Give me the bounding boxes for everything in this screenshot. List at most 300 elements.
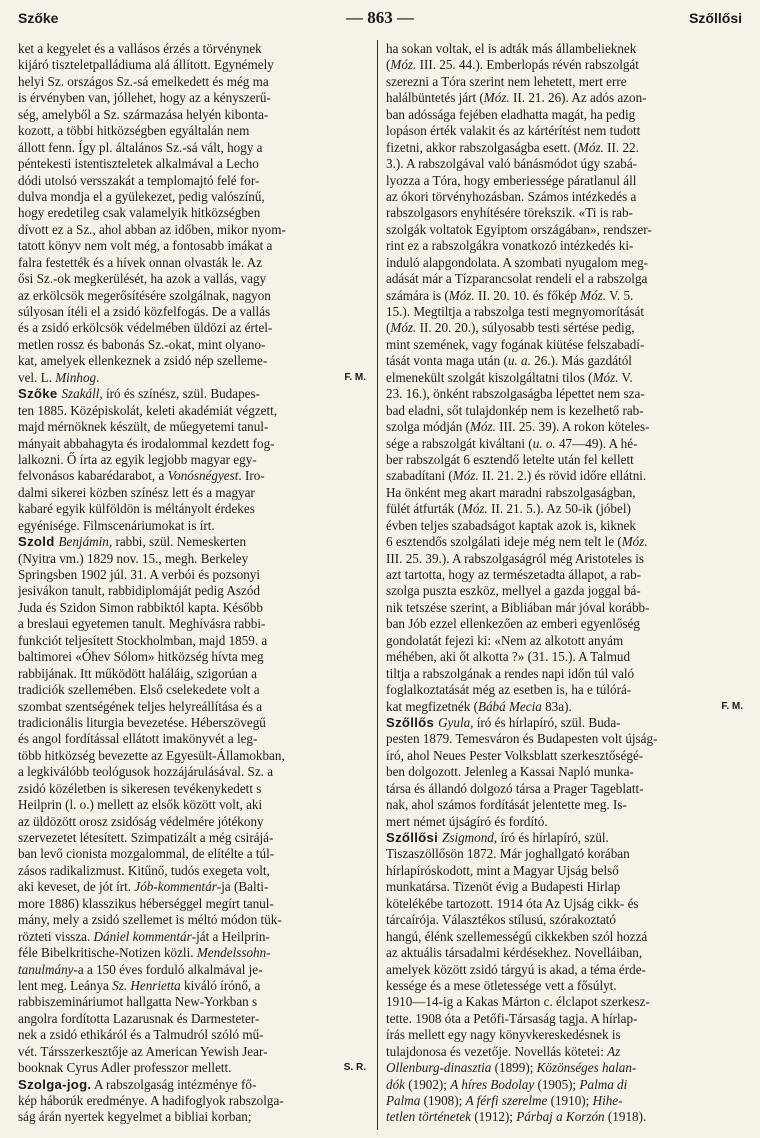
text-run: szerezni a Tóra szerint nem lehetett, mert erre — [386, 73, 627, 89]
text-line — [18, 238, 368, 254]
text-run: kat megfizetnék ( — [386, 698, 478, 714]
text-run: 47—49). A hé- — [555, 435, 638, 451]
text-run: tiltja a rabszolgának a rendes napi időn túl való — [386, 665, 635, 681]
text-line — [386, 189, 745, 205]
text-line — [18, 189, 368, 205]
text-line — [18, 156, 368, 172]
text-line — [386, 353, 745, 369]
text-run: nik tetszése szerint, a Bibliában már jóval korább- — [386, 599, 650, 615]
text-line — [18, 1093, 368, 1109]
text-run: falra festették és a hívek onnan olvasták le. Az — [18, 254, 263, 270]
text-line — [386, 337, 745, 353]
text-run: szolga módján ( — [386, 419, 470, 435]
text-run: szombat szentségének teljes helyreállítása és a — [18, 698, 263, 714]
text-line — [386, 271, 745, 287]
text-line — [18, 994, 368, 1010]
text-run: Gyula, — [438, 714, 474, 730]
text-run: tetlen történetek — [386, 1109, 472, 1125]
text-line — [18, 600, 368, 616]
text-line — [386, 797, 745, 813]
text-line — [18, 1060, 368, 1076]
text-run: Közönséges halan- — [536, 1060, 637, 1076]
text-line — [18, 797, 368, 813]
text-line — [386, 551, 745, 567]
text-run: Sz. Henrietta — [112, 977, 181, 993]
text-run: mint szemének, vagy fogának kiütése felszabadí- — [386, 336, 645, 352]
text-line — [18, 962, 368, 978]
text-line — [18, 1109, 368, 1125]
text-run: egyénisége. Filmscenáriumokat is írt. — [18, 517, 215, 533]
text-run: u. o. — [532, 435, 556, 451]
text-run: metlen rossz és babonás Sz.-okat, mint olyano- — [18, 336, 266, 352]
text-run: II. 20. 10. és főkép — [474, 287, 581, 303]
text-run: szolgák voltatok Egyiptom országában», rendszer- — [386, 221, 652, 237]
text-run: 6 esztendős szolgálati ideje még nem telt le ( — [386, 534, 622, 550]
entry-headword: Szold — [18, 534, 59, 550]
text-run: halálbüntetés járt ( — [386, 90, 484, 106]
text-run: számára is ( — [386, 287, 449, 303]
entry-headword: Szőke — [18, 386, 62, 402]
header-left-word: Szőke — [18, 10, 59, 26]
text-line — [18, 781, 368, 797]
text-run: (Nyitra vm.) 1829 nov. 15., megh. Berkeley — [18, 550, 249, 566]
text-line — [386, 173, 745, 189]
text-line — [18, 879, 368, 895]
text-line — [386, 1044, 745, 1060]
text-run: III. 25. 39.). A rabszolgaságról még Aristoteles is — [386, 550, 645, 566]
text-run: Bábá Mecia — [477, 698, 542, 714]
text-run: lyozza a Tóra, hogy emberiessége páratlanul áll — [386, 172, 637, 188]
text-line — [18, 419, 368, 435]
text-line — [18, 1027, 368, 1043]
text-line — [18, 978, 368, 994]
text-run: Jób-kommentár — [134, 879, 217, 895]
text-line — [386, 994, 745, 1010]
text-run: írás mellett egy nagy könyvkereskedésnek is — [386, 1027, 621, 1043]
text-line — [386, 731, 745, 747]
text-line — [18, 929, 368, 945]
text-run: rabszolgasors enyhítésére törekszik. «Ti is rab- — [386, 205, 633, 221]
text-run: az erkölcsök megerősítésére szolgálnak, nagyon — [18, 287, 271, 303]
text-line — [18, 255, 368, 271]
text-run: azt tartotta, hogy az természetadta állapot, a rab- — [386, 567, 642, 582]
left-column — [18, 41, 368, 1126]
text-line — [386, 863, 745, 879]
text-line — [386, 896, 745, 912]
text-run: zásos radikalizmust. Kitűnő, tudós exegeta volt, — [18, 862, 270, 878]
text-run: foglalkoztatását még az esetben is, ha e túlórá- — [386, 682, 632, 698]
text-line — [18, 846, 368, 862]
text-line — [386, 370, 745, 386]
text-run: (1912); — [471, 1109, 517, 1125]
entry-headword: Szőllős — [386, 714, 439, 730]
text-run: vel. L. — [18, 369, 56, 385]
text-run: kabaré egyik külföldön is méltányolt érdekes — [18, 501, 255, 517]
text-run: angolra fordította Lazarusnak és Darmesteter- — [18, 1010, 260, 1026]
text-run: Móz. — [452, 468, 479, 484]
text-line — [18, 764, 368, 780]
author-signature: F. M. — [344, 371, 366, 383]
column-divider — [377, 40, 378, 1130]
text-line — [386, 1027, 745, 1043]
text-run: állott fenn. Így pl. általános Sz.-sá vált, hogy a — [18, 139, 263, 155]
text-line — [386, 419, 745, 435]
text-run: zsidó közéletben is sikeresen tevékenykedett s — [18, 780, 262, 796]
text-run: gondolatát fejezi ki: «Nem az alkotott anyám — [386, 632, 624, 648]
text-line — [18, 452, 368, 468]
text-line — [386, 1011, 745, 1027]
text-run: majd mérnöknek készült, de műegyetemi tanul- — [18, 419, 269, 435]
text-run: V. 5. — [606, 287, 634, 303]
text-run: író, ahol Neues Pester Volksblatt szerkesztőségé- — [386, 747, 644, 763]
text-line — [18, 567, 368, 583]
text-run: (1908); — [420, 1093, 466, 1108]
text-run: Springsben 1902 júl. 31. A verbói és pozsonyi — [18, 567, 260, 582]
text-run: pesten 1879. Temesváron és Budapesten volt újság- — [386, 731, 658, 747]
text-line — [18, 748, 368, 764]
text-line — [386, 205, 745, 221]
text-line — [18, 1011, 368, 1027]
text-run: ber rabszolgát 6 esztendő letelte után fel kellett — [386, 451, 634, 467]
text-run: tanulmány — [18, 961, 74, 977]
text-line — [18, 1044, 368, 1060]
text-run: tradicionális liturgia bevezetése. Héberszövegű — [18, 714, 266, 730]
text-line — [386, 304, 745, 320]
text-line — [18, 173, 368, 189]
text-run: . — [96, 369, 100, 385]
text-line — [18, 74, 368, 90]
text-run: Zsigmond, — [442, 830, 498, 845]
text-run: -ja (Balti- — [216, 879, 269, 895]
text-line — [18, 666, 368, 682]
text-run: évben teljes szabadságot kaptak azok is, kiknek — [386, 517, 636, 533]
text-run: dulva mondja el a gyülekezet, pedig valószínű, — [18, 188, 265, 204]
text-line — [18, 436, 368, 452]
text-run: Ha önként meg akart maradni rabszolgaságban, — [386, 484, 636, 500]
text-line — [386, 238, 745, 254]
text-run: -ját a Heilprin- — [191, 928, 270, 944]
text-run: sége a rabszolgát kiváltani ( — [386, 435, 533, 451]
text-run: ten 1885. Középiskolát, keleti akadémiát végzett, — [18, 402, 278, 418]
author-signature: S. R. — [343, 1062, 366, 1074]
running-header — [18, 8, 742, 32]
text-line — [386, 57, 745, 73]
text-line — [386, 1109, 745, 1125]
text-line — [18, 534, 368, 550]
text-run: funkciót teljesített Stockholmban, majd 1859. a — [18, 632, 268, 648]
text-line — [18, 90, 368, 106]
text-run: 83a). — [541, 698, 572, 714]
text-line — [386, 436, 745, 452]
text-line — [18, 403, 368, 419]
text-line — [386, 107, 745, 123]
text-run: író és hírlapíró, szül. — [497, 830, 609, 845]
text-run: az üldözött orosz zsidóság védelmére jótékony — [18, 813, 264, 829]
text-line — [18, 222, 368, 238]
text-line — [18, 814, 368, 830]
text-run: tatott könyv nem volt még, a fontosabb imákat a — [18, 238, 273, 254]
text-run: 26.). Más gazdától — [530, 353, 632, 369]
text-run: Benjámin, — [58, 534, 113, 550]
text-run: kép háborúk eredménye. A hadifoglyok rabszolga- — [18, 1093, 284, 1108]
text-line — [386, 320, 745, 336]
text-line — [18, 205, 368, 221]
text-run: Minhog — [55, 369, 97, 385]
text-line — [386, 814, 745, 830]
text-run: kijáró tiszteletpalládiuma alá állított. Egynémely — [18, 57, 274, 73]
text-line — [386, 403, 745, 419]
text-run: 1910—14-ig a Kakas Márton c. élclapot szerkesz- — [386, 994, 650, 1010]
text-run: Móz. — [580, 287, 607, 303]
entry-headword: Szőllősi — [386, 830, 443, 845]
text-line — [386, 846, 745, 862]
text-line — [18, 633, 368, 649]
text-run: jesivákon tanult, rabbidiplomáját pedig Aszód — [18, 583, 260, 599]
text-line — [18, 682, 368, 698]
text-run: (1918). — [604, 1109, 647, 1125]
text-run: író és hírlapíró, szül. Buda- — [473, 714, 621, 730]
text-line — [386, 156, 745, 172]
text-run: tárcaírója. Választékos stílusú, szórakoztató — [386, 912, 617, 928]
text-line — [18, 863, 368, 879]
text-line — [386, 123, 745, 139]
text-run: Tiszaszöllősön 1872. Már joghallgató korában — [386, 846, 630, 862]
page-number: — 863 — — [346, 8, 414, 27]
text-run: III. 25. 44.). Emberlopás révén rabszolgát — [416, 57, 639, 73]
text-run: ősi Sz.-ok megkerülését, ha azok a vallás, vagy — [18, 271, 267, 287]
text-run: Móz. — [483, 90, 510, 106]
text-run: a breslaui egyetemen tanult. Meghívásra rabbi- — [18, 616, 266, 632]
text-run: 15.). Megtiltja a rabszolga testi megnyomorítását — [386, 304, 645, 319]
text-run: ban Jób ezzel ellenkezően az emberi egyenlőség — [386, 616, 640, 632]
text-line — [18, 370, 368, 386]
text-line — [18, 1077, 368, 1093]
text-line — [18, 699, 368, 715]
text-run: szolga puszta eszköz, mellyel a gazda joggal bá- — [386, 583, 641, 599]
text-line — [386, 288, 745, 304]
text-run: író és színész, szül. Budapes- — [102, 386, 260, 402]
text-line — [18, 320, 368, 336]
text-line — [18, 830, 368, 846]
text-line — [386, 1093, 745, 1109]
text-line — [386, 715, 745, 731]
text-run: is érvényben van, jóllehet, hogy az a kényszerű- — [18, 90, 271, 106]
text-run: lopáson érték valakit és az kártérítést nem tudott — [386, 123, 641, 139]
text-run: dódi utolsó versszakát a templomajtó felé for- — [18, 172, 260, 188]
text-line — [386, 764, 745, 780]
text-line — [386, 649, 745, 665]
text-run: mányait abbahagyta és irodalommal kezdett fog- — [18, 435, 275, 451]
text-run: a legkiválóbb teológusok hozzájárulásával. Sz. a — [18, 764, 274, 780]
text-line — [386, 699, 745, 715]
text-run: ha sokan voltak, el is adták más állambelieknek — [386, 41, 637, 56]
text-line — [18, 337, 368, 353]
text-line — [386, 534, 745, 550]
text-line — [386, 501, 745, 517]
text-run: Párbaj a Korzón — [516, 1109, 605, 1125]
text-line — [386, 567, 745, 583]
text-line — [386, 912, 745, 928]
text-run: 23. 16.), önként rabszolgaságba lépettet nem sza- — [386, 386, 645, 402]
text-line — [18, 551, 368, 567]
text-line — [386, 90, 745, 106]
text-run: (1910); — [547, 1093, 593, 1108]
text-run: aki keveset, de jót írt. — [18, 879, 135, 895]
text-line — [386, 518, 745, 534]
text-run: bad eladni, sőt tulajdonkép nem is kezelhető rab- — [386, 402, 644, 418]
text-run: rabbiszemináriumot hallgatta New-Yorkban s — [18, 994, 258, 1010]
text-run: és a zsidó erkölcsök védelmében üldözi az értel- — [18, 320, 273, 336]
text-run: 3.). A rabszolgával való bánásmódot úgy szabá- — [386, 156, 638, 172]
text-run: A híres Bodolay — [450, 1076, 535, 1092]
text-run: -a a 150 éves forduló alkalmával je- — [73, 961, 263, 977]
text-line — [386, 1077, 745, 1093]
text-run: szabadítani ( — [386, 468, 453, 484]
text-run: hogy eredetileg csak valamelyik hitközségben — [18, 205, 261, 221]
text-run: lalkozni. Ő írta az egyik legjobb magyar egy- — [18, 451, 257, 467]
text-line — [386, 468, 745, 484]
text-line — [386, 485, 745, 501]
text-line — [386, 616, 745, 632]
text-run: dók — [386, 1076, 405, 1092]
text-run: V. — [618, 369, 633, 385]
text-line — [18, 485, 368, 501]
text-run: booknak Cyrus Adler professzor mellett. — [18, 1060, 232, 1076]
text-run: súlyosan ítéli el a zsidó közfelfogás. De a vallás — [18, 304, 271, 319]
author-signature: F. M. — [721, 700, 743, 712]
text-run: féle Bibelkritische-Notizen közli. — [18, 945, 197, 961]
text-run: rözteti vissza. — [18, 928, 94, 944]
text-run: elmenekült szolgát kiszolgáltatni tilos ( — [386, 369, 593, 385]
text-run: Móz. — [461, 501, 488, 517]
text-line — [386, 830, 745, 846]
text-run: (1905); — [534, 1076, 580, 1092]
text-run: Ollenburg-dinasztia — [386, 1060, 492, 1076]
text-run: lent meg. Leánya — [18, 977, 113, 993]
text-run: tását vonta maga után ( — [386, 353, 508, 369]
text-run: rabbijának. Itt működött haláláig, szigorúan a — [18, 665, 258, 681]
text-line — [18, 140, 368, 156]
text-run: Vonósnégyest — [167, 468, 239, 484]
text-run: tulajdonosa és vezetője. Novellás kötetei: — [386, 1043, 608, 1059]
text-line — [386, 74, 745, 90]
text-line — [18, 123, 368, 139]
text-run: Móz. — [448, 287, 475, 303]
text-run: kozott, a többi hitközségben egyáltalán nem — [18, 123, 250, 139]
text-run: az aktuális társadalmi kérdésekhez. Novelláiban, — [386, 945, 643, 961]
text-run: u. a. — [507, 353, 531, 369]
text-run: III. 25. 39). A rokon köteles- — [495, 419, 650, 435]
text-line — [386, 929, 745, 945]
text-line — [18, 57, 368, 73]
text-run: mány, mely a zsidó szellemet is méltó módon tük- — [18, 912, 282, 928]
text-run: Móz. — [621, 534, 648, 550]
text-run: kiváló írónő, a — [180, 977, 261, 993]
text-run: Palma — [386, 1093, 421, 1108]
text-run: ket a kegyelet és a vallásos érzés a törvénynek — [18, 41, 262, 56]
text-run: Móz. — [577, 139, 604, 155]
text-run: felvonásos kabarédarabot, a — [18, 468, 168, 484]
text-line — [386, 222, 745, 238]
text-run: II. 22. — [603, 139, 639, 155]
text-run: II. 21. 2.) és rövid időre ellátni. — [478, 468, 647, 484]
text-line — [386, 978, 745, 994]
text-line — [18, 715, 368, 731]
text-line — [386, 962, 745, 978]
text-run: kat, amelyek ellenkeznek a zsidó nép szelleme- — [18, 353, 268, 369]
text-run: ség, amelyből a Sz. származása helyén kibonta- — [18, 106, 269, 122]
text-run: rint ez a rabszolgákra vonatkozó intézkedés ki- — [386, 238, 634, 254]
text-run: more 1886) klasszikus héberséggel megírt tanul- — [18, 895, 274, 911]
text-run: nak, ahol számos fordítását jelentette meg. Is- — [386, 797, 627, 813]
text-line — [18, 649, 368, 665]
text-run: Hihe- — [592, 1093, 623, 1108]
entry-headword: Szolga-jog. — [18, 1076, 92, 1092]
text-run: Móz. — [469, 419, 496, 435]
text-line — [386, 452, 745, 468]
text-run: ( — [386, 57, 391, 73]
text-run: több hitközség bevezette az Egyesült-Államokban, — [18, 747, 285, 763]
text-line — [18, 896, 368, 912]
text-line — [386, 748, 745, 764]
text-run: baltimorei «Óhev Sólom» hitközség hívta meg — [18, 649, 264, 665]
text-run: ban levő cionista mozgalommal, de elítélte a túl- — [18, 846, 275, 862]
text-run: ben dolgozott. Jelenleg a Kassai Napló munka- — [386, 764, 634, 780]
text-line — [18, 468, 368, 484]
text-line — [18, 731, 368, 747]
text-line — [386, 600, 745, 616]
text-run: . Iro- — [238, 468, 265, 484]
text-line — [18, 583, 368, 599]
text-run: Szakáll, — [61, 386, 103, 402]
text-run: tette. 1908 óta a Petőfi-Társaság tagja. A hírlap- — [386, 1010, 638, 1026]
text-run: méhében, aki őt alkotta ?» (31. 15.). A Talmud — [386, 649, 631, 665]
text-run: Juda és Szidon Simon rabbiktól kapta. Később — [18, 599, 263, 615]
text-run: Az — [607, 1043, 621, 1059]
text-line — [18, 107, 368, 123]
text-run: Móz. — [390, 320, 417, 336]
text-run: ( — [386, 320, 391, 336]
right-column — [386, 41, 745, 1126]
text-line — [18, 288, 368, 304]
text-run: nek a zsidó ethikáról és a Talmudról szóló mű- — [18, 1027, 264, 1043]
text-line — [386, 781, 745, 797]
text-run: A rabszolgaság intézménye fő- — [91, 1076, 257, 1092]
text-line — [18, 518, 368, 534]
text-run: dívott ez a Sz., ahol abban az időben, mikor nyom- — [18, 221, 286, 237]
text-line — [18, 41, 368, 57]
text-run: Palma di — [579, 1076, 628, 1092]
text-line — [18, 353, 368, 369]
text-run: (1899); — [491, 1060, 537, 1076]
text-run: hírlapíróskodott, mint a Magyar Ujság belső — [386, 862, 619, 878]
text-line — [386, 386, 745, 402]
text-run: ban adóssága fejében eladhatta magát, ha pedig — [386, 106, 636, 122]
text-line — [18, 616, 368, 632]
text-run: Mendelssohn- — [196, 945, 271, 961]
text-line — [18, 386, 368, 402]
text-line — [386, 879, 745, 895]
text-run: hangú, élénk szellemességű cikkekben szól hozzá — [386, 928, 648, 944]
text-run: dalmi sikerei közben színész lett és a magyar — [18, 484, 255, 500]
text-run: kötelékébe tartozott. 1914 óta Az Ujság cikk- és — [386, 895, 639, 911]
text-line — [18, 271, 368, 287]
text-run: amelyek között zsidó tárgyú is akad, a téma érde- — [386, 961, 646, 977]
text-line — [18, 945, 368, 961]
text-run: Móz. — [592, 369, 619, 385]
text-line — [386, 255, 745, 271]
text-line — [386, 583, 745, 599]
